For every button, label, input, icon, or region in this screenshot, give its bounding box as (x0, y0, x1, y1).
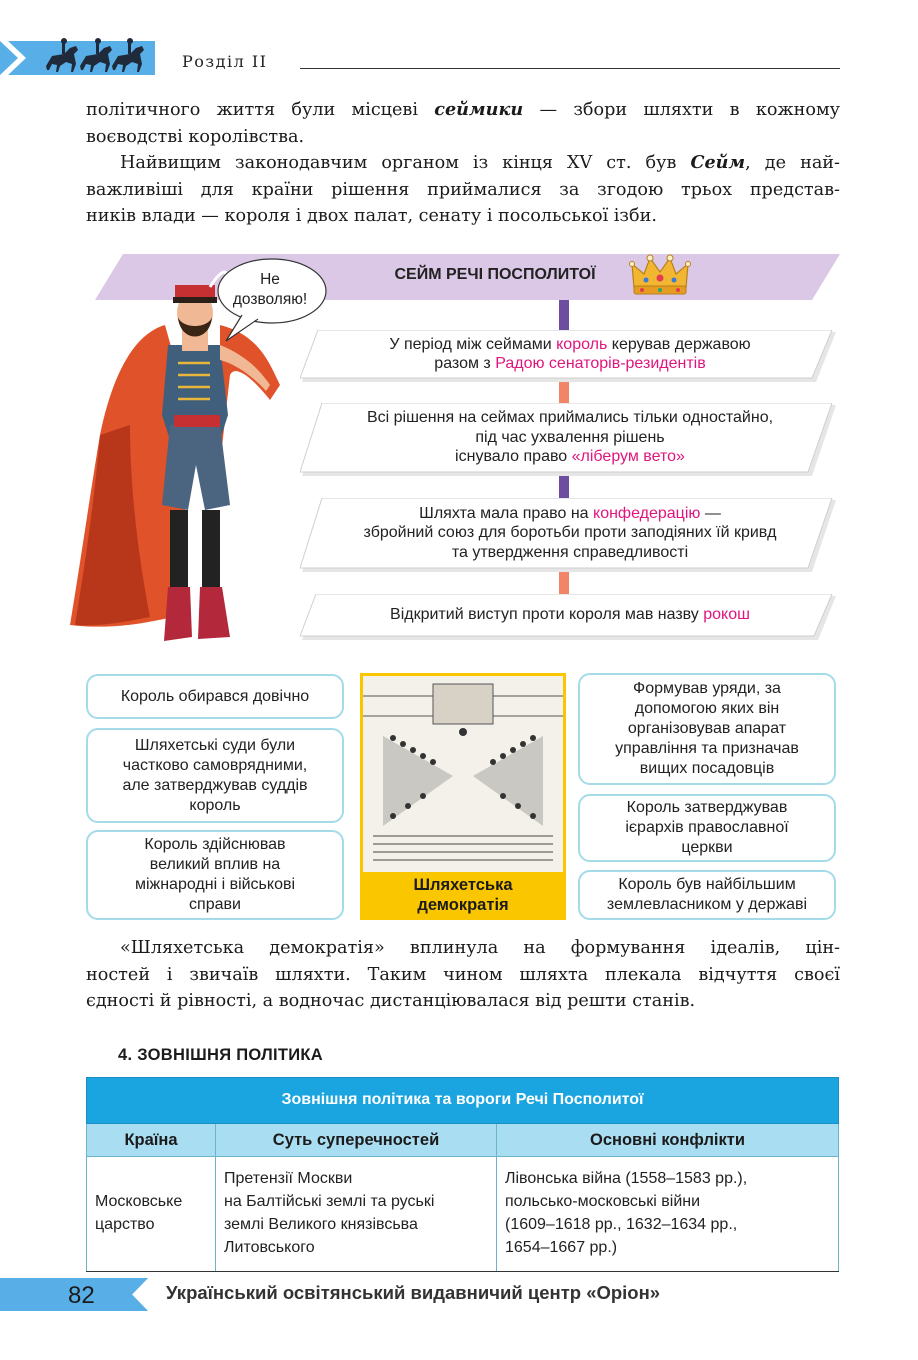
text-line: важливіші для країни рішення приймалися за згодою трьох представ- (86, 179, 840, 200)
panel-caption: Шляхетська демократія (413, 876, 513, 914)
paragraph-2 (86, 150, 840, 230)
seym-step-1: У період між сеймами король керував державою разом з Радою сенаторів-резидентів (300, 330, 840, 384)
table-row (87, 1157, 839, 1272)
info-box-right-2: Король затверджував ієрархів православної церкви (578, 794, 836, 862)
column-header: Основні конфлікти (497, 1124, 839, 1157)
section-heading: 4. ЗОВНІШНЯ ПОЛІТИКА (118, 1046, 324, 1064)
connector-arrow (559, 476, 569, 498)
info-box-right-3: Король був найбільшим землевласником у державі (578, 870, 836, 920)
seym-step-4: Відкритий виступ проти короля мав назву рокош (300, 594, 840, 642)
speech-text: Не дозволяю! (232, 271, 308, 308)
chevron-left-icon (128, 1278, 152, 1311)
info-box-left-1: Король обирався довічно (86, 674, 344, 719)
text-line: Найвищим законодавчим органом із кінця XV ст. був Сейм, де най- (120, 152, 840, 173)
info-box-left-2: Шляхетські суди були частково самоврядними, але затверджував суддів король (86, 728, 344, 823)
term-seymyky: сеймики (434, 99, 524, 120)
text-line: воєводстві королівства. (86, 126, 305, 147)
seym-step-2: Всі рішення на сеймах приймались тільки одностайно, під час ухвалення рішень існувало право «ліберум вето» (300, 403, 840, 478)
page-number: 82 (68, 1282, 95, 1309)
chevron-right-icon (0, 41, 40, 75)
table-cell-conflicts: Лівонська війна (1558–1583 рр.), польсько-московські війни (1609–1618 рр., 1632–1634 рр., 1654–1667 рр.) (497, 1157, 839, 1272)
foreign-policy-table (86, 1077, 839, 1272)
info-box-right-1: Формував уряди, за допомогою яких він організовував апарат управління та призначав вищих посадовців (578, 673, 836, 785)
text-line: ників влади — короля і двох палат, сенату і посольської ізби. (86, 206, 657, 226)
horsemen-icon (40, 36, 150, 74)
text-line: «Шляхетська демократія» вплинула на формування ідеалів, цін- (120, 938, 840, 958)
text-line: єдності й рівності, а водночас дистанціювалася від решти станів. (86, 991, 696, 1011)
section-title: Розділ ІІ (182, 52, 268, 71)
term-rokosh: рокош (703, 606, 750, 624)
publisher-name: Український освітянський видавничий центр «Оріон» (166, 1282, 661, 1303)
table-cell-essence: Претензії Москви на Балтійські землі та руські землі Великого князівсьва Литовського (216, 1157, 497, 1272)
info-box-left-3: Король здійснював великий вплив на міжнародні і військові справи (86, 830, 344, 920)
term-king: король (556, 335, 608, 353)
szlachta-democracy-panel (360, 673, 566, 920)
connector-arrow (559, 300, 569, 330)
term-confederation: конфедерацію (593, 504, 701, 522)
crown-icon (628, 252, 692, 298)
connector-arrow (559, 382, 569, 404)
term-liberum-veto: «ліберум вето» (571, 448, 685, 466)
term-senate-council: Радою сенаторів-резидентів (495, 355, 706, 372)
table-cell-country: Московське царство (87, 1157, 216, 1272)
seym-banner-title: СЕЙМ РЕЧІ ПОСПОЛИТОЇ (394, 266, 596, 283)
table-caption: Зовнішня політика та вороги Речі Посполитої (87, 1078, 839, 1124)
column-header: Країна (87, 1124, 216, 1157)
paragraph-3 (86, 935, 840, 1015)
text-line: політичного життя були місцеві сеймики — збори шляхти в кожному (86, 99, 840, 120)
text-line: ностей і звичаїв шляхти. Таким чином шляхта плекала відчуття своєї (86, 964, 840, 985)
paragraph-1 (86, 97, 840, 150)
connector-arrow (559, 572, 569, 594)
column-header: Суть суперечностей (216, 1124, 497, 1157)
header-rule (300, 68, 840, 69)
term-seym: Сейм (690, 152, 746, 173)
sejm-engraving-image (363, 676, 563, 872)
seym-step-3: Шляхта мала право на конфедерацію — збройний союз для боротьби проти заподіяних їй кривд та утвердження справедливості (300, 498, 840, 574)
